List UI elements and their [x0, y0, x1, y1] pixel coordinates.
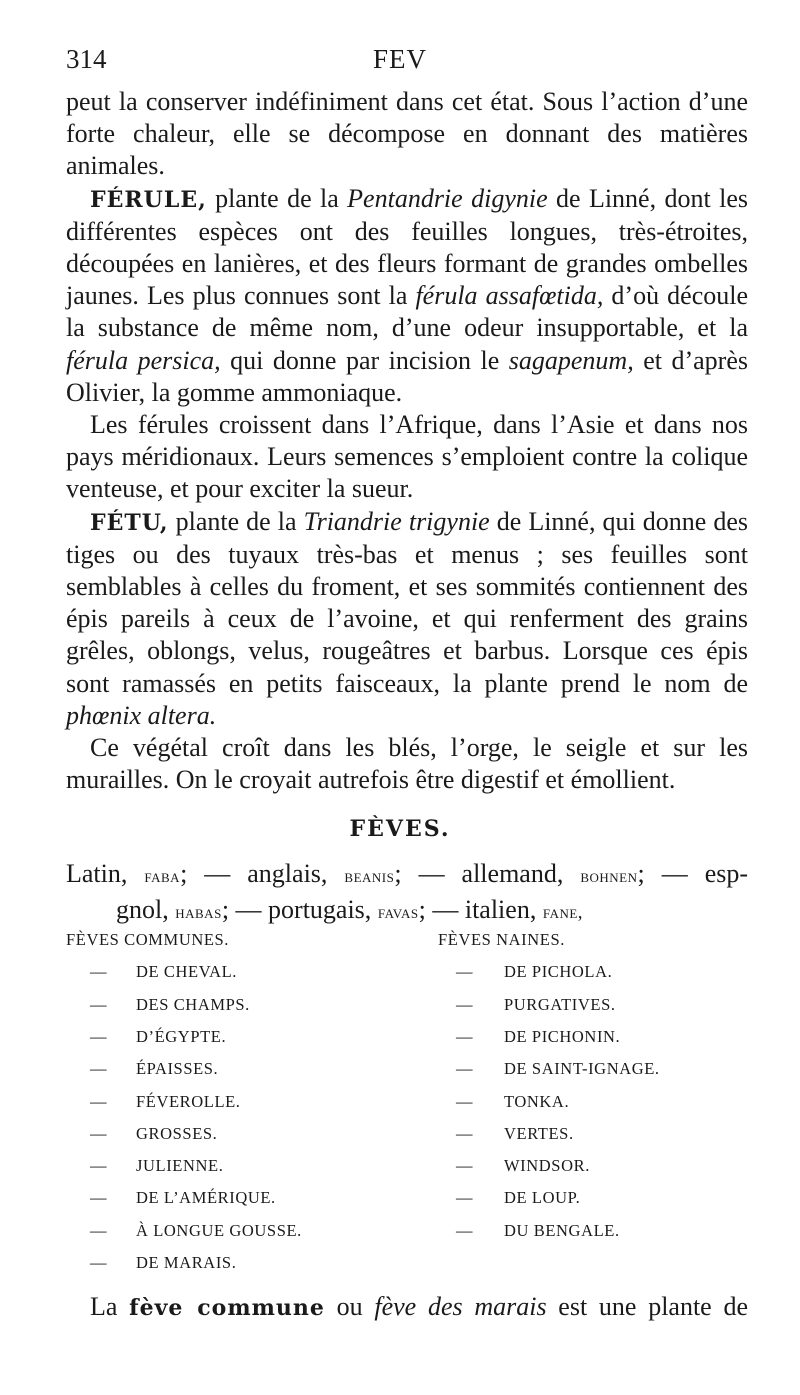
- variety-right: [438, 1221, 620, 1241]
- variety-right: [438, 1188, 580, 1208]
- variety-left-name: FÈVES COMMUNES.: [66, 930, 230, 949]
- variety-right-name: DU BENGALE.: [504, 1220, 620, 1240]
- variety-left-name: ÉPAISSES.: [136, 1059, 219, 1079]
- spanish-label-cont: gnol,: [116, 894, 169, 924]
- variety-right-name: DE SAINT-IGNAGE.: [504, 1059, 660, 1079]
- variety-left: [66, 1092, 241, 1112]
- italian-name: fane,: [542, 901, 584, 923]
- variety-row: [66, 995, 748, 1027]
- running-head: FEV: [372, 44, 427, 74]
- variety-left-dash: —: [90, 1123, 108, 1143]
- portuguese-label: ; — portugais,: [221, 894, 372, 924]
- variety-left-name: JULIENNE.: [136, 1156, 224, 1176]
- last-text-3: est une plante de: [546, 1292, 748, 1321]
- variety-left: [66, 1156, 223, 1176]
- variety-left-dash: —: [90, 962, 108, 982]
- latin-name: faba: [144, 866, 181, 887]
- variety-right-dash: —: [456, 1123, 474, 1143]
- variety-left-dash: —: [90, 1091, 108, 1111]
- ferule-italic-3: férula persica,: [66, 345, 221, 375]
- variety-left-dash: —: [90, 1220, 108, 1240]
- portuguese-name: favas: [377, 901, 419, 923]
- variety-row: [66, 1059, 748, 1091]
- body-text: [66, 86, 748, 796]
- english-label: ; — anglais,: [180, 859, 328, 888]
- variety-right-name: DE PICHOLA.: [504, 962, 613, 982]
- ferule-text-3: d’où découle la substance de même nom, d’une odeur insupportable, et la: [66, 281, 748, 343]
- variety-row: [66, 930, 748, 962]
- variety-left: [66, 1253, 236, 1273]
- variety-left-name: DES CHAMPS.: [136, 994, 250, 1014]
- variety-right: [438, 1124, 574, 1144]
- variety-left-name: D’ÉGYPTE.: [136, 1026, 227, 1046]
- variety-right-name: VERTES.: [504, 1123, 574, 1143]
- page-header: [66, 44, 734, 84]
- fetu-text-1: plante de la: [168, 506, 304, 536]
- variety-row: [66, 1027, 748, 1059]
- variety-right: [438, 962, 612, 982]
- variety-right-name: TONKA.: [504, 1091, 570, 1111]
- fetu-italic-1: Triandrie trigynie: [303, 506, 490, 536]
- variety-right-dash: —: [456, 1026, 474, 1046]
- variety-right-dash: —: [456, 994, 474, 1014]
- ferule-text-2: de Linné, dont les différentes espèces ont des feuilles longues, très-étroites, découpées en lanières, et des fleurs formant de grandes ombelles jaunes. Les plus connues sont la: [66, 183, 748, 311]
- intro-paragraph: peut la conserver indéfiniment dans cet état. Sous l’action d’une forte chaleur, elle se décompose en donnant des matières animales.: [66, 87, 748, 181]
- german-name: bohnen: [580, 866, 638, 887]
- variety-left-name: GROSSES.: [136, 1123, 218, 1143]
- ferule-italic-4: sagapenum,: [508, 345, 634, 375]
- variety-right-dash: —: [456, 1220, 474, 1240]
- variety-left-dash: —: [90, 1253, 108, 1272]
- variety-left: [66, 930, 229, 950]
- ferule-italic-1: Pentandrie digynie: [347, 183, 548, 213]
- ferule-italic-2: férula assafœtida,: [415, 281, 604, 311]
- fetu-italic-2: phœnix altera.: [66, 700, 217, 730]
- variety-left: [66, 1059, 218, 1079]
- variety-right: [438, 1027, 620, 1047]
- names-line-2: [66, 894, 748, 930]
- feve-commune-headword: fève commune: [129, 1295, 325, 1321]
- variety-left-dash: —: [90, 994, 108, 1014]
- feves-foreign-names: [66, 858, 748, 929]
- variety-right-dash: —: [456, 1156, 474, 1176]
- variety-left-name: DE CHEVAL.: [136, 962, 238, 982]
- variety-right-name: WINDSOR.: [504, 1156, 590, 1176]
- variety-left: [66, 962, 237, 982]
- ferule-text-1: plante de la: [206, 183, 348, 213]
- variety-row: [66, 1188, 748, 1220]
- latin-label: Latin,: [66, 859, 128, 888]
- variety-left-name: FÉVEROLLE.: [136, 1091, 241, 1111]
- ferule-paragraph-2: Les férules croissent dans l’Afrique, dans l’Asie et dans nos pays méridionaux. Leurs semences s’emploient contre la colique venteuse, et pour exciter la sueur.: [66, 410, 748, 504]
- variety-right-name: PURGATIVES.: [504, 994, 616, 1014]
- fetu-entry: [66, 506, 748, 732]
- variety-right-name: DE PICHONIN.: [504, 1026, 621, 1046]
- spanish-label: ; — esp-: [637, 859, 749, 888]
- variety-left: [66, 1124, 217, 1144]
- variety-left-dash: —: [90, 1188, 108, 1208]
- fetu-text-2: de Linné, qui donne des tiges ou des tuyaux très-bas et menus ; ses feuilles sont semblables à celles du froment, et ses sommités contiennent des épis pareils à ceux de l’avoine, et qui renferment des grains grêles, oblongs, velus, rougeâtres et barbus. Lorsque ces épis sont ramassés en petits faisceaux, la plante prend le nom de: [66, 506, 748, 698]
- variety-right-name: DE LOUP.: [504, 1188, 581, 1208]
- variety-row: [66, 1253, 748, 1285]
- variety-row: [66, 1124, 748, 1156]
- variety-left: [66, 1027, 226, 1047]
- variety-right-dash: —: [456, 1188, 474, 1208]
- variety-left-dash: —: [90, 1156, 108, 1176]
- feve-commune-line: [66, 1292, 748, 1322]
- variety-row: [66, 962, 748, 994]
- last-text-2: ou: [324, 1292, 375, 1321]
- variety-left-name: DE MARAIS.: [136, 1253, 237, 1272]
- last-text-1: La: [90, 1292, 130, 1321]
- variety-left-dash: —: [90, 1059, 108, 1079]
- ferule-text-5: et d’après Olivier, la gomme ammoniaque.: [66, 345, 748, 407]
- variety-left-name: DE L’AMÉRIQUE.: [136, 1188, 276, 1208]
- variety-row: [66, 1092, 748, 1124]
- variety-row: [66, 1221, 748, 1253]
- variety-right-dash: —: [456, 1059, 474, 1079]
- variety-right: [438, 995, 616, 1015]
- last-italic-1: fève des marais: [374, 1292, 547, 1321]
- variety-right: [438, 1059, 660, 1079]
- italian-label: ; — italien,: [418, 894, 537, 924]
- ferule-text-4: qui donne par incision le: [220, 345, 509, 375]
- variety-row: [66, 1156, 748, 1188]
- variety-right-dash: —: [456, 962, 474, 982]
- fetu-headword: FÉTU,: [90, 509, 169, 536]
- variety-right: [438, 1156, 590, 1176]
- variety-right-dash: —: [456, 1091, 474, 1111]
- variety-right-name: FÈVES NAINES.: [438, 930, 565, 949]
- names-line-1: [66, 858, 748, 894]
- variety-left: [66, 1188, 276, 1208]
- feves-section-title: FÈVES.: [349, 816, 451, 842]
- german-label: ; — allemand,: [394, 859, 564, 888]
- variety-right: [438, 1092, 569, 1112]
- page-number: 314: [66, 44, 107, 74]
- fetu-paragraph-2: Ce végétal croît dans les blés, l’orge, le seigle et sur les murailles. On le croyait autrefois être digestif et émollient.: [66, 733, 748, 795]
- variety-left: [66, 1221, 302, 1241]
- spanish-name: habas: [175, 901, 222, 923]
- english-name: beanis: [344, 866, 395, 887]
- ferule-headword: FÉRULE,: [90, 186, 207, 213]
- ferule-entry: [66, 183, 748, 409]
- variety-left-dash: —: [90, 1026, 108, 1046]
- variety-left: [66, 995, 250, 1015]
- variety-left-name: À LONGUE GOUSSE.: [136, 1220, 302, 1240]
- variety-right: [438, 930, 565, 950]
